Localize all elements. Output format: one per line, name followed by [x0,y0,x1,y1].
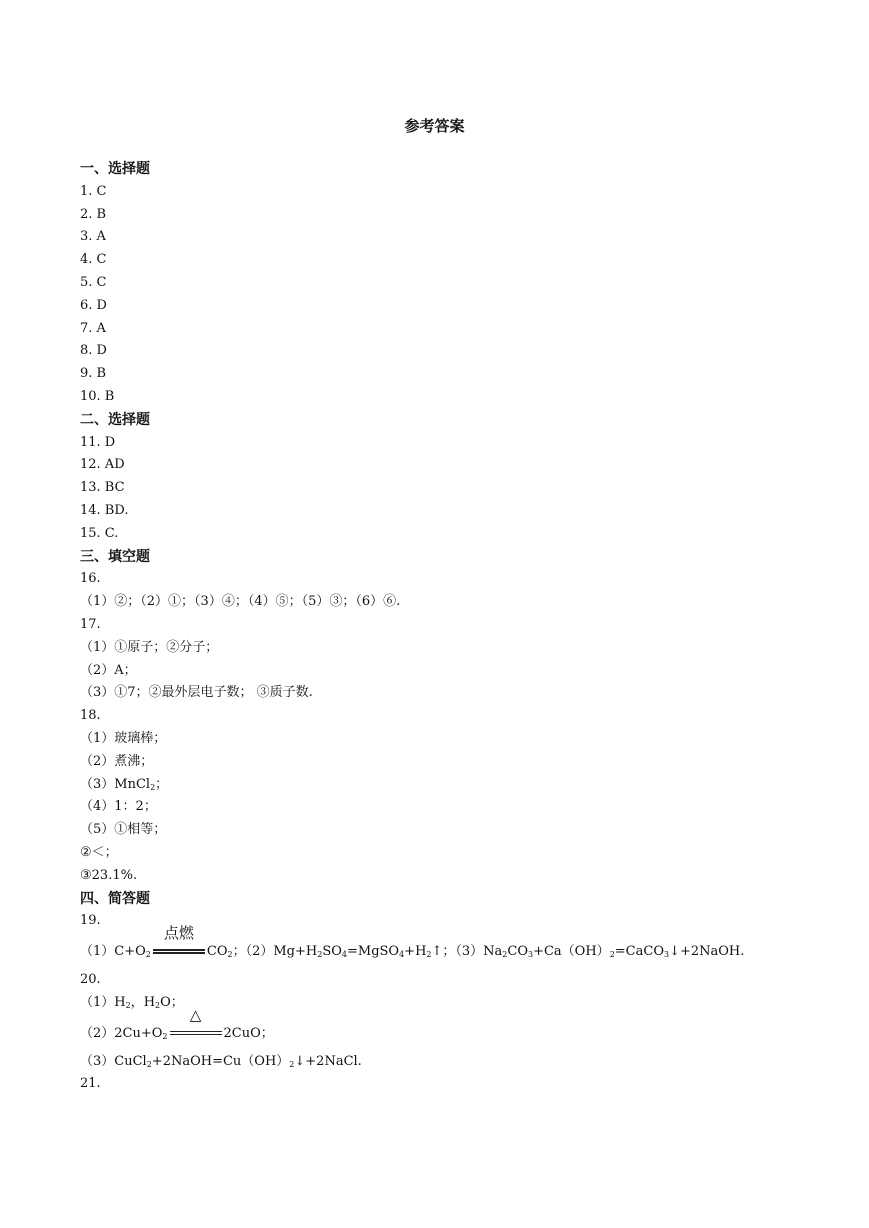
section-heading-choice-1: 一、选择题 [80,161,150,177]
answer-11: 11. D [80,434,116,450]
answer-2: 2. B [80,206,107,222]
reaction-condition-ignite: 点燃 [151,941,207,957]
question-18-answer-1: （1）玻璃棒； [80,730,167,746]
question-17-number: 17. [80,616,101,632]
question-18-answer-4: （4）1：2； [80,799,157,815]
page-title: 参考答案 [404,117,465,135]
question-21-number: 21. [80,1076,101,1092]
answer-14: 14. BD. [80,502,129,518]
section-heading-choice-2: 二、选择题 [80,411,150,428]
answer-5: 5. C [80,274,107,290]
question-20-answer-1: $(1)H_2$，$H_2O$； [80,994,184,1010]
question-17-answer-3: （3）①7；②最外层电子数； ③质子数. [80,685,313,701]
question-18-answer-2: （2）煮沸； [80,753,154,769]
answer-list [80,158,840,1096]
reaction-condition-heat: △ [168,1023,224,1039]
answer-7: 7. A [80,320,106,336]
answer-4: 4. C [80,252,107,268]
question-17-answer-1: （1）①原子；②分子； [80,639,219,655]
answer-1: 1. C [80,183,107,199]
question-18-answer-5: （5）①相等； [80,822,167,838]
answer-9: 9. B [80,366,107,382]
question-18-answer-3: （3）MnCl$_2$； [80,776,169,792]
answer-3: 3. A [80,229,106,245]
answer-15: 15. C. [80,525,119,541]
answer-12: 12. AD [80,457,125,473]
question-16-answer: （1）②；（2）①；（3）④；（4）⑤；（5）③；（6）⑥. [80,594,401,610]
answer-13: 13. BC [80,480,125,496]
question-18-answer-6: ②＜； [80,844,118,860]
question-20-answer-2: $(2)2Cu+O_2$ △ 2CuO； [80,1005,274,1041]
section-heading-short-answer: 四、简答题 [80,890,150,907]
answer-8: 8. D [80,343,107,359]
question-18-number: 18. [80,708,101,724]
question-17-answer-2: （2）A； [80,662,137,678]
question-18-answer-7: ③23.1%. [80,867,138,883]
question-19-number: 19. [80,913,101,929]
question-20-answer-3: $(3)CuCl_2+2NaOH=Cu(OH)_2↓+2NaCl$. [80,1053,362,1069]
section-heading-fill-in: 三、填空题 [80,548,150,565]
answer-10: 10. B [80,388,115,404]
answer-6: 6. D [80,297,107,313]
question-16-number: 16. [80,571,101,587]
question-20-number: 20. [80,972,101,988]
question-19-equations: $(1)C+O_2$ 点燃 $CO_2$；$(2)Mg+H_2SO_4=MgSO_4+H_2↑$；$(3)Na_2CO_3+Ca(OH)_2=CaCO_3↓+2NaOH$. [80,924,745,960]
